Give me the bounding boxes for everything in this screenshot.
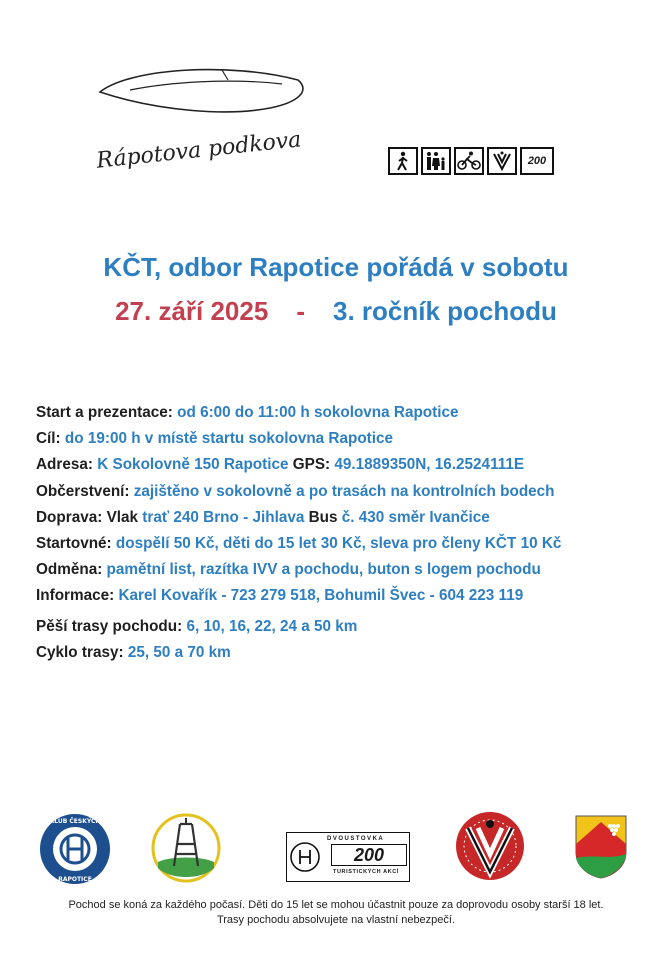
route-value: 25, 50 a 70 km [127,644,231,661]
info-row-start [36,400,561,426]
info-label-gps: GPS: [292,456,331,474]
headline-dash: - [296,296,305,326]
footer-disclaimer [0,898,672,928]
dvoustovka-number: 200 [331,844,407,866]
date-edition-headline [0,296,672,327]
event-date: 27. září 2025 [115,296,269,326]
event-info [36,400,561,610]
info-value-bus: č. 430 směr Ivančice [341,508,490,526]
cyclist-icon [454,147,484,175]
info-row-transport [36,505,561,531]
dvoustovka-bottom-text: TURISTICKÝCH AKCÍ [333,869,399,875]
info-row-finish [36,426,561,452]
ivv-icon [487,147,517,175]
event-edition: 3. ročník pochodu [332,296,557,326]
info-value-gps: 49.1889350N, 16.2524111E [334,456,525,474]
hiker-icon [388,147,418,175]
route-value: 6, 10, 16, 22, 24 a 50 km [186,618,358,635]
info-value: pamětní list, razítka IVV a pochodu, buton s logem pochodu [106,561,541,579]
info-label: Doprava: [36,508,103,526]
info-transport-bus: Bus [308,508,338,526]
info-label: Občerstvení: [36,482,130,500]
badge-200: 200 [520,147,554,175]
activity-pictograms [388,147,554,175]
info-value: K Sokolovně 150 Rapotice [97,456,289,474]
info-row-reward [36,557,561,583]
info-label: Odměna: [36,561,103,579]
info-row-fee [36,531,561,557]
logo-script-text: Rápotova podkova [95,127,303,174]
svg-text:KLUB ČESKÝCH: KLUB ČESKÝCH [49,818,101,825]
family-icon [421,147,451,175]
info-label: Cíl: [36,430,61,448]
horseshoe-swoosh-icon [60,40,320,140]
dvoustovka-logo [286,832,410,882]
event-logo [60,40,320,180]
footer-line-2: Trasy pochodu absolvujete na vlastní nebezpečí. [216,914,456,926]
info-value: od 6:00 do 11:00 h sokolovna Rapotice [177,404,459,421]
info-label: Startovné: [36,535,112,553]
info-value: do 19:00 h v místě startu sokolovna Rapotice [64,430,394,448]
footer-line-1: Pochod se koná za každého počasí. Děti do 15 let se mohou účastnit pouze za doprovodu osoby starší 18 let. [68,899,604,911]
info-label: Informace: [36,587,115,605]
routes-walking [36,614,357,640]
dvoustovka-top-text: DVOUSTOVKA [327,836,385,842]
lookout-tower-logo-icon [150,812,222,884]
info-row-address [36,452,561,478]
svg-text:RAPOTICE: RAPOTICE [58,876,92,883]
route-label: Cyklo trasy: [36,644,124,661]
ivv-red-logo-icon [454,810,526,882]
info-row-refreshments [36,479,561,505]
info-value-train: trať 240 Brno - Jihlava [142,508,305,526]
kct-club-logo-icon [38,812,112,886]
partner-logos [0,810,672,890]
info-value: dospělí 50 Kč, děti do 15 let 30 Kč, sleva pro členy KČT 10 Kč [115,535,562,553]
info-label: Start a prezentace: [36,404,173,421]
info-transport-train: Vlak [106,508,139,526]
info-row-contact [36,583,561,609]
info-value: Karel Kovařík - 723 279 518, Bohumil Švec - 604 223 119 [118,587,524,605]
route-info [36,614,357,666]
organizer-headline: KČT, odbor Rapotice pořádá v sobotu [103,252,569,282]
routes-cycling [36,640,357,666]
info-value: zajištěno v sokolovně a po trasách na kontrolních bodech [133,482,555,500]
route-label: Pěší trasy pochodu: [36,618,183,635]
info-label: Adresa: [36,456,93,474]
village-coat-of-arms-icon [574,814,628,880]
